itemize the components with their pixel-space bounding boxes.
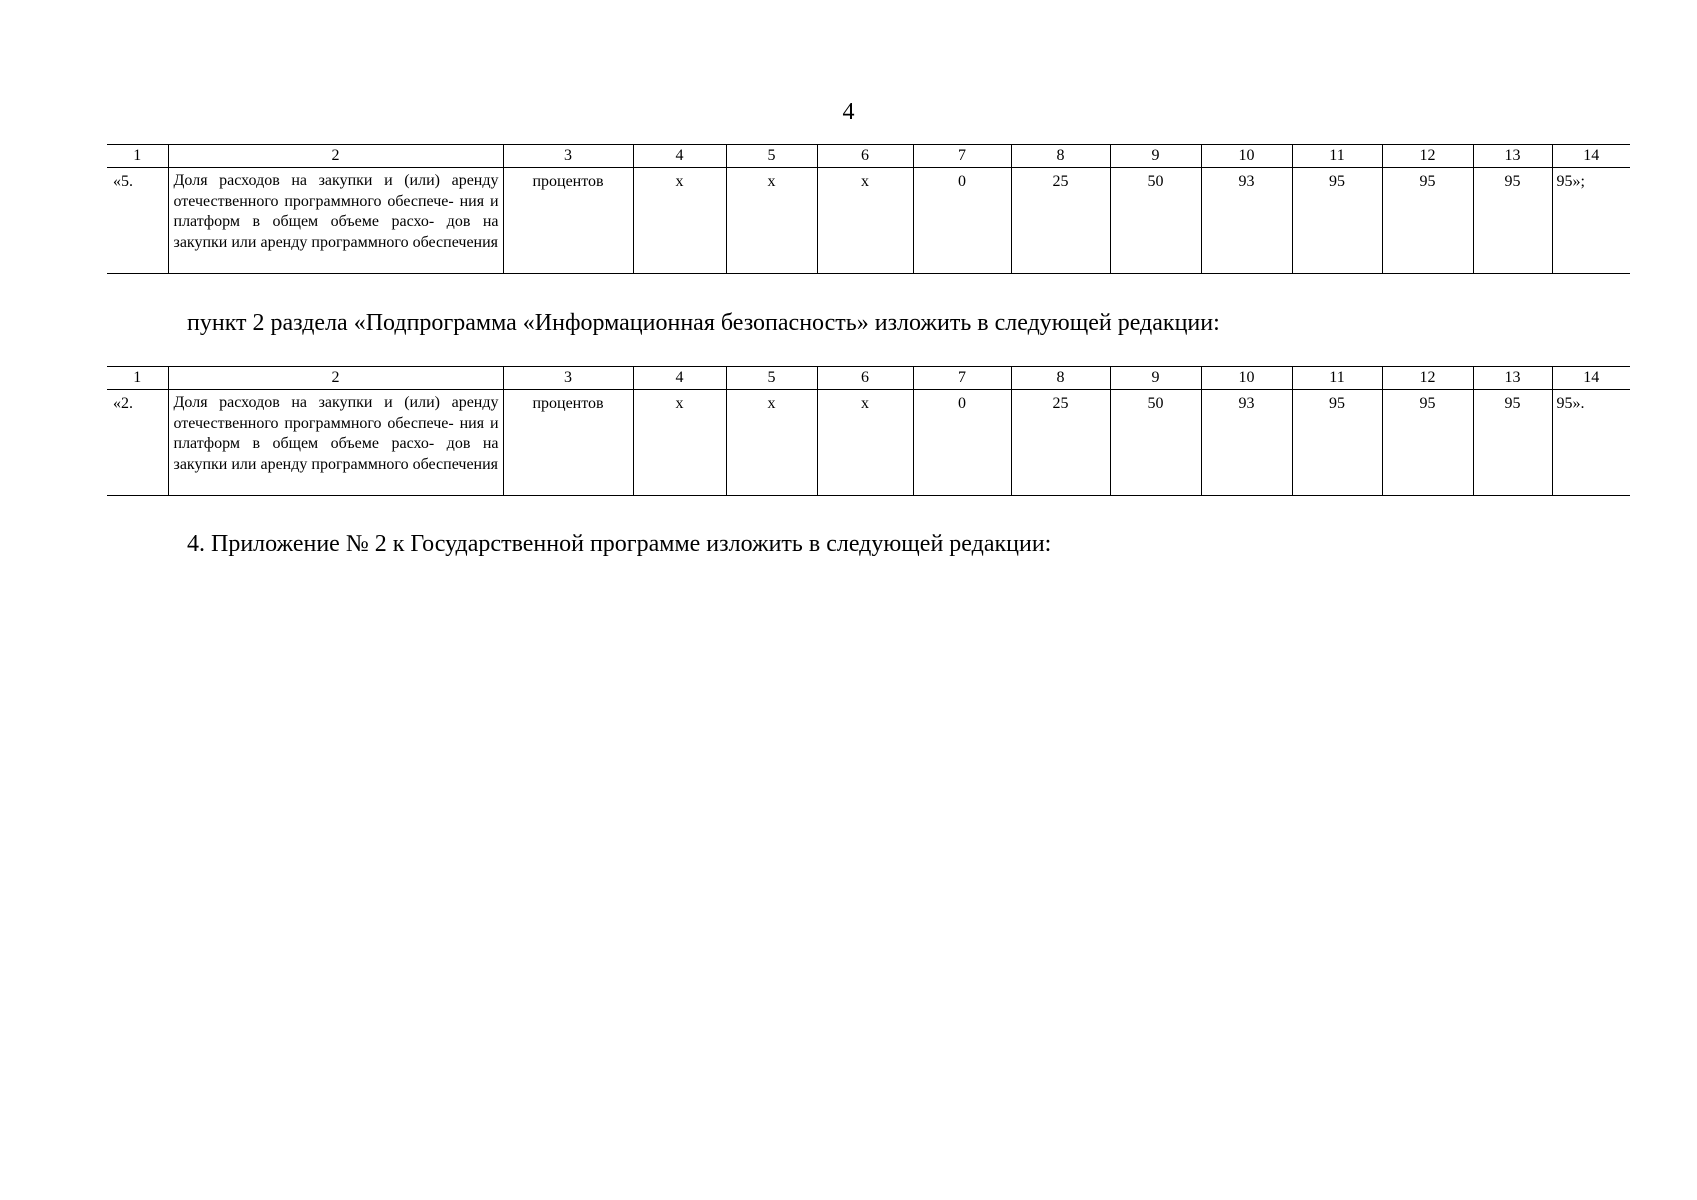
column-header: 1 [107,367,168,390]
value-cell: х [817,390,913,496]
column-header: 9 [1110,367,1201,390]
unit-cell: процентов [503,168,633,274]
column-header: 1 [107,145,168,168]
indicator-name [168,390,503,496]
unit-cell: процентов [503,390,633,496]
column-header: 7 [913,145,1011,168]
indicator-table-1 [107,144,1630,274]
value-cell: 95 [1473,168,1552,274]
table-row [107,390,1630,496]
value-cell: х [633,168,726,274]
column-header: 6 [817,367,913,390]
value-cell: 95 [1382,390,1473,496]
column-header: 11 [1292,367,1382,390]
value-cell: 25 [1011,168,1110,274]
column-header: 11 [1292,145,1382,168]
value-cell: 0 [913,390,1011,496]
column-header: 8 [1011,367,1110,390]
value-cell: 25 [1011,390,1110,496]
column-header: 6 [817,145,913,168]
table-header-row [107,367,1630,390]
column-header: 12 [1382,367,1473,390]
indicator-name-line: обеспечения [412,233,499,251]
column-header: 10 [1201,367,1292,390]
indicator-name-line: отечественного программного обеспече- [173,192,454,210]
column-header: 5 [726,145,817,168]
paragraph-appendix: 4. Приложение № 2 к Государственной программе изложить в следующей редакции: [187,531,1052,557]
value-cell: х [817,168,913,274]
indicator-name-line: Доля расходов на закупки и (или) аренду [173,394,499,411]
indicator-name-line: дов на закупки или аренду программного [173,435,499,473]
column-header: 4 [633,145,726,168]
value-cell: 95». [1552,390,1630,496]
value-cell: 93 [1201,390,1292,496]
column-header: 12 [1382,145,1473,168]
indicator-name-line: отечественного программного обеспече- [173,414,454,432]
row-number: «2. [107,390,168,496]
value-cell: 50 [1110,390,1201,496]
value-cell: 0 [913,168,1011,274]
page-number: 4 [842,99,855,125]
column-header: 10 [1201,145,1292,168]
value-cell: х [726,168,817,274]
value-cell: х [726,390,817,496]
indicator-name-line: обеспечения [412,455,499,473]
column-header: 5 [726,367,817,390]
table-header-row [107,145,1630,168]
value-cell: 95»; [1552,168,1630,274]
indicator-name-line: дов на закупки или аренду программного [173,213,499,251]
value-cell: 95 [1292,168,1382,274]
value-cell: 95 [1292,390,1382,496]
row-number: «5. [107,168,168,274]
indicator-name [168,168,503,274]
column-header: 14 [1552,145,1630,168]
column-header: 8 [1011,145,1110,168]
column-header: 3 [503,367,633,390]
column-header: 3 [503,145,633,168]
value-cell: 95 [1382,168,1473,274]
column-header: 7 [913,367,1011,390]
indicator-name-line: Доля расходов на закупки и (или) аренду [173,172,499,189]
column-header: 2 [168,145,503,168]
indicator-name-line: ния и платформ в общем объеме расхо- [173,414,499,452]
column-header: 4 [633,367,726,390]
paragraph-amendment: пункт 2 раздела «Подпрограмма «Информационная безопасность» изложить в следующей редакции: [187,310,1220,336]
value-cell: х [633,390,726,496]
column-header: 13 [1473,367,1552,390]
column-header: 13 [1473,145,1552,168]
column-header: 9 [1110,145,1201,168]
indicator-name-line: ния и платформ в общем объеме расхо- [173,192,499,230]
value-cell: 95 [1473,390,1552,496]
value-cell: 50 [1110,168,1201,274]
column-header: 14 [1552,367,1630,390]
table-row [107,168,1630,274]
value-cell: 93 [1201,168,1292,274]
indicator-table-2 [107,366,1630,496]
column-header: 2 [168,367,503,390]
